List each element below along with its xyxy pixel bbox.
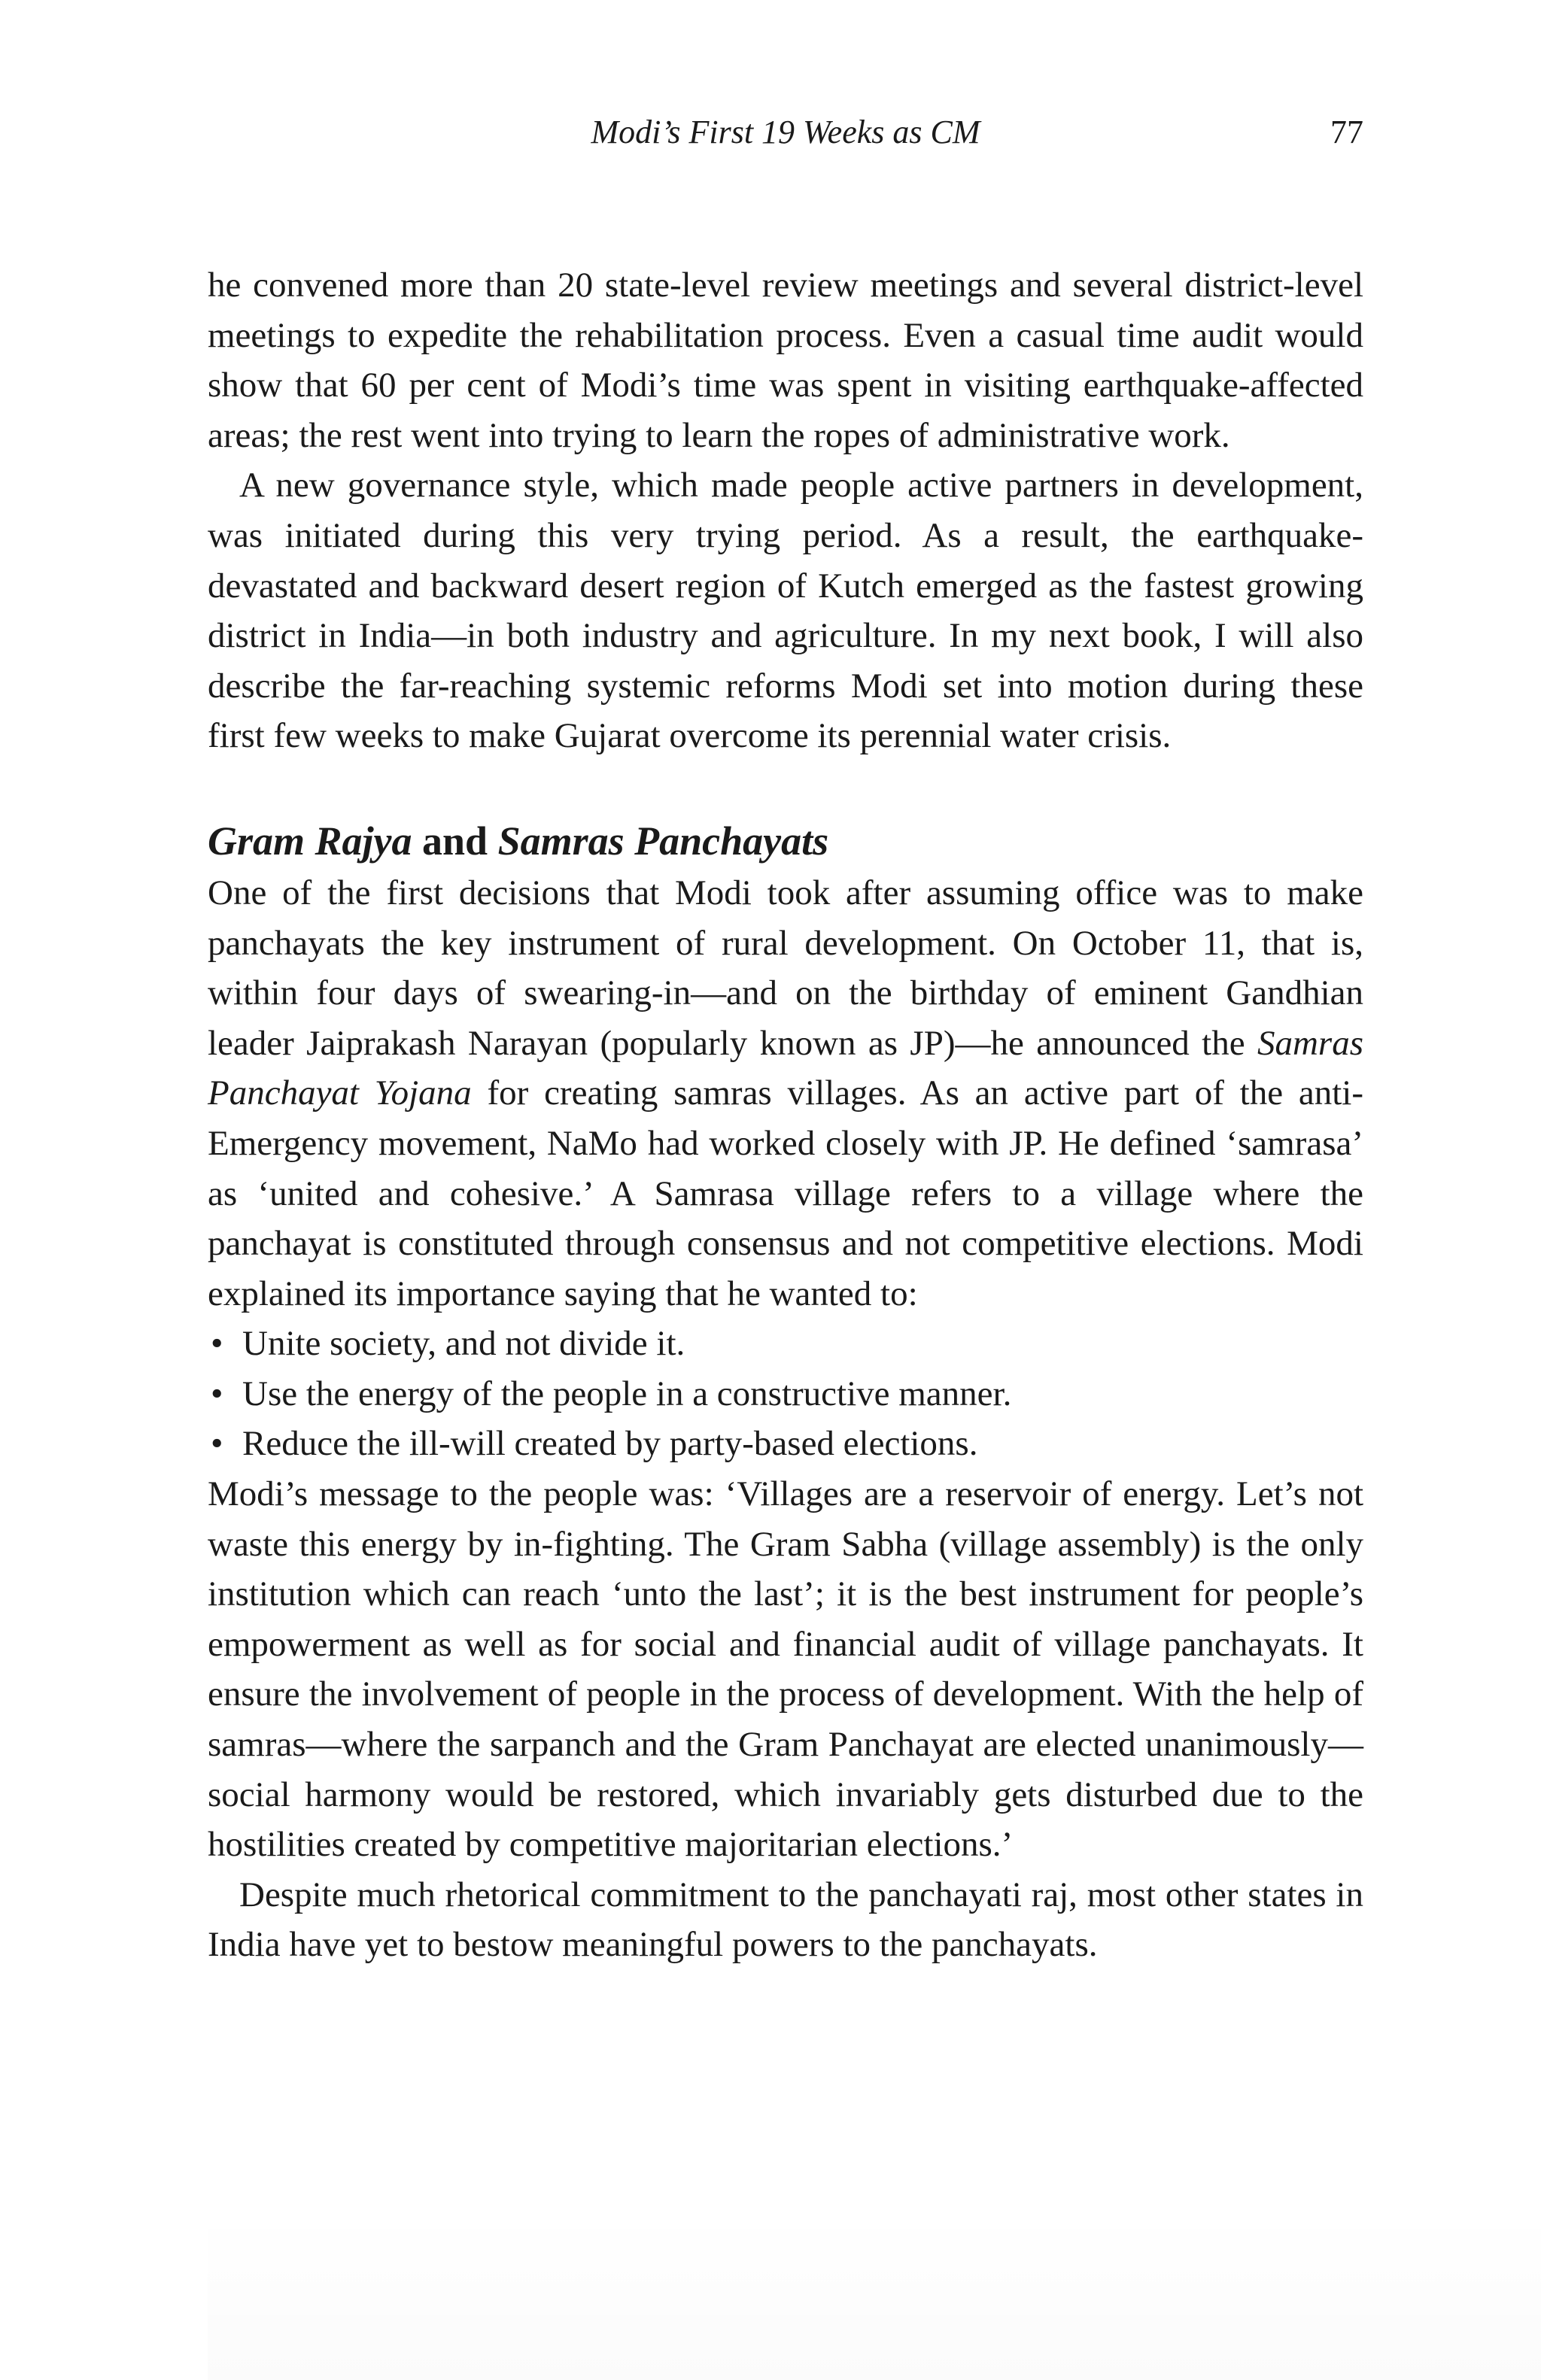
section-heading-part: Samras Panchayats [497,818,829,864]
section-heading [208,814,1363,868]
paragraph: Modi’s message to the people was: ‘Villages are a reservoir of energy. Let’s not waste this energy by in-fighting. The Gram Sabha (village assembly) is the only institution which can reach ‘unto the last’; it is the best instrument for people’s empowerment as well as for social and financial audit of village panchayats. It ensure the involvement of people in the process of development. With the help of samras—where the sarpanch and the Gram Panchayat are elected unanimously—social harmony would be restored, which invariably gets disturbed due to the hostilities created by competitive majoritarian elections.’ [208,1474,1363,1865]
paragraph: Despite much rhetorical commitment to the panchayati raj, most other states in India have yet to bestow meaningful powers to the panchayats. [208,1875,1363,1965]
bullet-dot: • [211,1374,223,1413]
page-number: 77 [1330,114,1363,150]
paragraph: he convened more than 20 state-level review meetings and several district-level meetings to expedite the rehabilitation process. Even a casual time audit would show that 60 per cent of Modi’s time was spent in visiting earthquake-affected areas; the rest went into trying to learn the ropes of administrative work. [208,266,1363,455]
running-head [208,113,1363,158]
bullet-text: Use the energy of the people in a constructive manner. [242,1374,1012,1413]
bullet-dot: • [211,1324,223,1364]
bullet-text: Unite society, and not divide it. [242,1324,685,1364]
italic-text-run: Samras Panchayat Yojana [208,1023,1363,1113]
text-run: for creating samras villages. As an active part of the anti-Emergency movement, NaMo had worked closely with JP. He defined ‘samrasa’ as ‘united and cohesive.’ A Samrasa village refers to a village where the panchayat is constituted through consensus and not competitive elections. Modi explained its importance saying that he wanted to: [208,1073,1363,1313]
bullet-item [208,1369,1363,1419]
running-title: Modi’s First 19 Weeks as CM [591,114,980,150]
section-heading-part: and [412,818,498,864]
bullet-dot: • [211,1424,223,1464]
paragraph [208,868,1363,1319]
bullet-list [208,1319,1363,1469]
text-run: One of the first decisions that Modi took after assuming office was to make panchayats the key instrument of rural development. On October 11, that is, within four days of swearing-in—and on the birthday of eminent Gandhian leader Jaiprakash Narayan (popularly known as JP)—he announced the [208,873,1363,1063]
bullet-item [208,1319,1363,1369]
bullet-text: Reduce the ill-will created by party-based elections. [242,1424,978,1464]
paper-shading [208,2207,1541,2380]
bullet-item [208,1419,1363,1469]
paragraph: A new governance style, which made people active partners in development, was initiated during this very trying period. As a result, the earthquake-devastated and backward desert region of Kutch emerged as the fastest growing district in India—in both industry and agriculture. In my next book, I will also describe the far-reaching systemic reforms Modi set into motion during these first few weeks to make Gujarat overcome its perennial water crisis. [208,466,1363,756]
section-heading-part: Gram Rajya [208,818,412,864]
body-text [208,260,1363,1970]
